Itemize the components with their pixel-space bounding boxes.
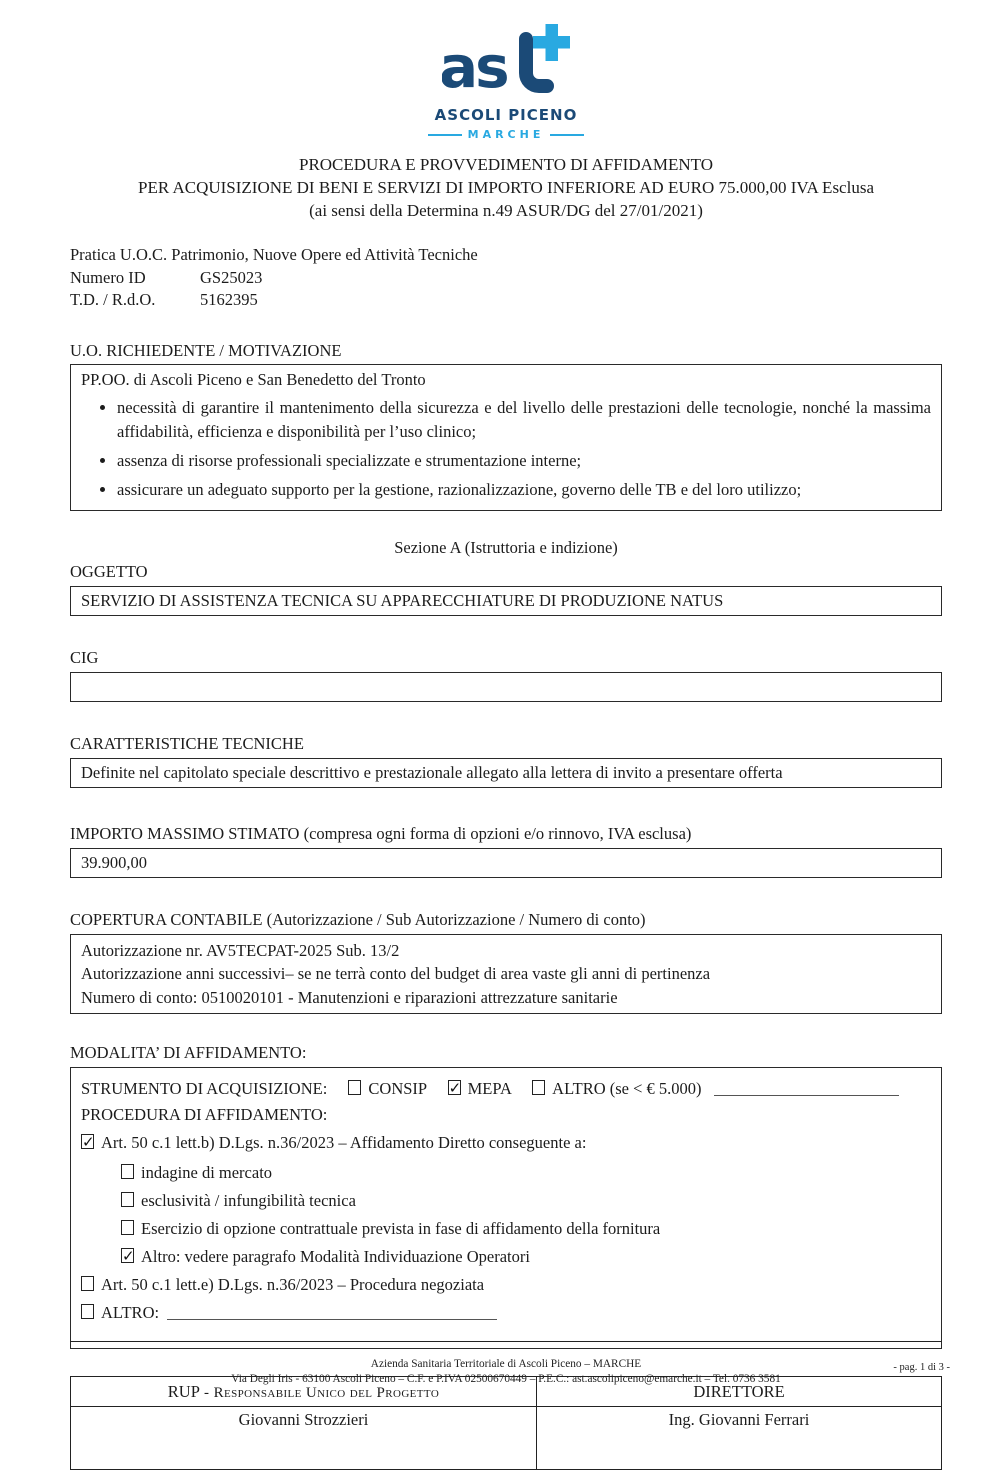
esclusivita-checkbox xyxy=(121,1192,134,1207)
numero-id-row xyxy=(70,267,942,290)
procedura-label: PROCEDURA DI AFFIDAMENTO: xyxy=(81,1105,328,1124)
numero-id-value: GS25023 xyxy=(200,267,263,287)
title-line-3: (ai sensi della Determina n.49 ASUR/DG del 27/01/2021) xyxy=(309,201,703,220)
procedura-item xyxy=(121,1216,931,1242)
caratteristiche-box: Definite nel capitolato speciale descrittivo e prestazionale allegato alla lettera di invito a presentare offerta xyxy=(70,758,942,788)
caratteristiche-heading: CARATTERISTICHE TECNICHE xyxy=(70,733,304,753)
esercizio-label: Esercizio di opzione contrattuale prevista in fase di affidamento della fornitura xyxy=(141,1219,661,1238)
strumento-blank-line xyxy=(714,1094,899,1096)
indagine-checkbox xyxy=(121,1164,134,1179)
copertura-line: Numero di conto: 0510020101 - Manutenzioni e riparazioni attrezzature sanitarie xyxy=(81,987,618,1007)
logo-region-row xyxy=(70,128,942,141)
procedura-item xyxy=(121,1160,931,1186)
uo-bullet: • assenza di risorse professionali specializzate e strumentazione interne; xyxy=(117,449,931,473)
strumento-option-altro xyxy=(532,1079,701,1098)
uo-bullet-list xyxy=(81,396,931,502)
logo-rule-right xyxy=(550,134,584,136)
logo-city: ASCOLI PICENO xyxy=(434,106,578,124)
sezione-a-heading: Sezione A (Istruttoria e indizione) xyxy=(394,537,618,557)
footer-organization: Azienda Sanitaria Territoriale di Ascoli Piceno – MARCHE xyxy=(370,1358,642,1370)
consip-checkbox xyxy=(348,1080,361,1095)
art50e-checkbox xyxy=(81,1276,94,1291)
consip-label: CONSIP xyxy=(368,1079,427,1098)
esercizio-checkbox xyxy=(121,1220,134,1235)
uo-richiedente-box xyxy=(70,364,942,511)
altro-final-label: ALTRO: xyxy=(101,1303,160,1322)
altro-strumento-checkbox xyxy=(532,1080,545,1095)
logo-region: MARCHE xyxy=(467,128,545,141)
td-rdo-row xyxy=(70,289,942,312)
art50e-label: Art. 50 c.1 lett.e) D.Lgs. n.36/2023 – Procedura negoziata xyxy=(101,1275,485,1294)
oggetto-box: SERVIZIO DI ASSISTENZA TECNICA SU APPARECCHIATURE DI PRODUZIONE NATUS xyxy=(70,586,942,616)
modalita-box xyxy=(70,1067,942,1349)
oggetto-heading: OGGETTO xyxy=(70,561,148,581)
strumento-label: STRUMENTO DI ACQUISIZIONE: xyxy=(81,1079,328,1098)
signature-table xyxy=(70,1376,942,1470)
direttore-name-cell: Ing. Giovanni Ferrari xyxy=(536,1407,941,1470)
indagine-label: indagine di mercato xyxy=(141,1163,273,1182)
uo-intro: PP.OO. di Ascoli Piceno e San Benedetto del Tronto xyxy=(81,369,426,389)
altro-blank-line xyxy=(167,1318,497,1320)
procedura-item xyxy=(81,1130,931,1156)
procedura-item xyxy=(121,1188,931,1214)
procedura-item xyxy=(121,1244,931,1270)
altro-vedere-checkbox xyxy=(121,1248,134,1263)
page-footer xyxy=(70,1341,950,1387)
strumento-option-consip xyxy=(348,1079,426,1098)
copertura-box xyxy=(70,934,942,1015)
copertura-line: Autorizzazione nr. AV5TECPAT-2025 Sub. 13/2 xyxy=(81,940,400,960)
mepa-label: MEPA xyxy=(467,1079,512,1098)
svg-text:as: as xyxy=(442,33,507,100)
importo-heading: IMPORTO MASSIMO STIMATO (compresa ogni forma di opzioni e/o rinnovo, IVA esclusa) xyxy=(70,823,692,843)
esclusivita-label: esclusività / infungibilità tecnica xyxy=(141,1191,356,1210)
copertura-line: Autorizzazione anni successivi– se ne terrà conto del budget di area vaste gli anni di pertinenza xyxy=(81,964,711,983)
document-title xyxy=(70,153,942,222)
modalita-heading: MODALITA’ DI AFFIDAMENTO: xyxy=(70,1043,307,1062)
signature-name-row xyxy=(71,1407,942,1470)
altro-vedere-label: Altro: vedere paragrafo Modalità Individuazione Operatori xyxy=(141,1247,530,1266)
plus-icon xyxy=(533,24,570,61)
uo-bullet: • assicurare un adeguato supporto per la gestione, razionalizzazione, governo delle TB e del loro utilizzo; xyxy=(117,478,931,502)
numero-id-label: Numero ID xyxy=(70,267,146,287)
ast-logo-icon xyxy=(442,24,570,100)
mepa-checkbox xyxy=(448,1080,461,1095)
procedura-item xyxy=(81,1300,931,1326)
copertura-heading: COPERTURA CONTABILE (Autorizzazione / Sub Autorizzazione / Numero di conto) xyxy=(70,909,646,929)
page-number: - pag. 1 di 3 - xyxy=(893,1362,950,1373)
uo-bullet: • necessità di garantire il mantenimento della sicurezza e del livello delle prestazioni delle tecnologie, nonché la massima affidabilità, efficienza e disponibilità per l’uso clinico; xyxy=(117,396,931,444)
rup-header-sub: - Responsabile Unico del Progetto xyxy=(199,1384,440,1401)
strumento-line xyxy=(81,1076,931,1102)
strumento-option-mepa xyxy=(448,1079,511,1098)
pratica-info xyxy=(70,244,942,312)
td-rdo-value: 5162395 xyxy=(200,290,258,309)
pratica-line: Pratica U.O.C. Patrimonio, Nuove Opere ed Attività Tecniche xyxy=(70,245,478,264)
altro-strumento-label: ALTRO (se < € 5.000) xyxy=(552,1079,702,1098)
art50b-label: Art. 50 c.1 lett.b) D.Lgs. n.36/2023 – Affidamento Diretto conseguente a: xyxy=(101,1133,587,1152)
importo-box: 39.900,00 xyxy=(70,848,942,878)
altro-final-checkbox xyxy=(81,1304,94,1319)
uo-richiedente-heading: U.O. RICHIEDENTE / MOTIVAZIONE xyxy=(70,340,342,360)
procedura-item xyxy=(81,1272,931,1298)
cig-heading: CIG xyxy=(70,647,99,667)
rup-name-cell: Giovanni Strozzieri xyxy=(71,1407,537,1470)
title-line-1: PROCEDURA E PROVVEDIMENTO DI AFFIDAMENTO xyxy=(298,155,714,174)
logo-rule-left xyxy=(428,134,462,136)
title-line-2: PER ACQUISIZIONE DI BENI E SERVIZI DI IMPORTO INFERIORE AD EURO 75.000,00 IVA Esclusa xyxy=(137,178,874,197)
footer-address: Via Degli Iris - 63100 Ascoli Piceno – C.F. e P.IVA 02500670449 – P.E.C.: ast.ascolipiceno@emarche.it – Tel. 0736 3581 xyxy=(231,1373,781,1385)
art50b-checkbox xyxy=(81,1134,94,1149)
cig-box xyxy=(70,672,942,702)
td-rdo-label: T.D. / R.d.O. xyxy=(70,290,156,309)
logo xyxy=(70,0,942,141)
rup-header-main: RUP xyxy=(167,1381,200,1401)
direttore-header-cell: DIRETTORE xyxy=(536,1377,941,1407)
